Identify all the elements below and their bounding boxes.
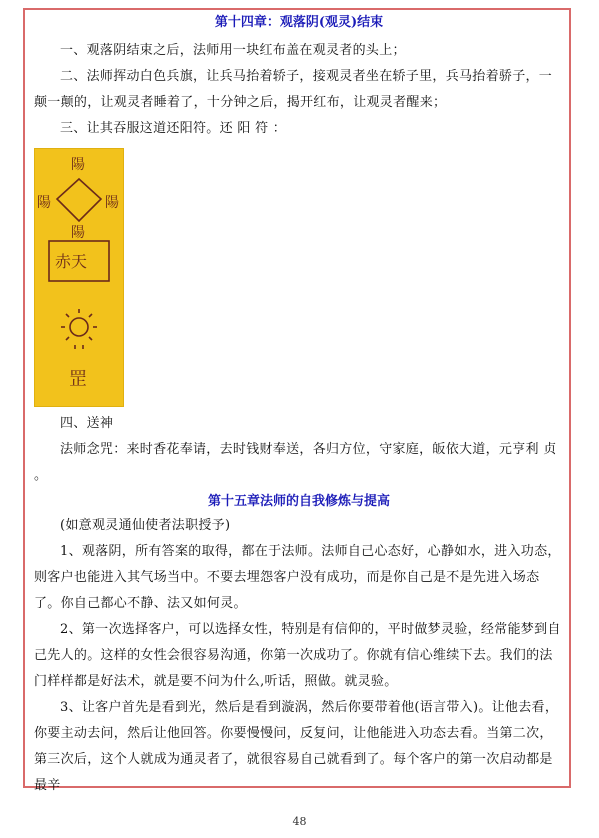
paragraph: 1、观落阴，所有答案的取得，都在于法师。法师自己心态好，心静如水，进入功态，则客户也能进入其气场当中。不要去埋怨客户没有成功，而是你自己是不是先进入场态了。你自己都心不静、法又如何灵。 (34, 544, 561, 611)
talisman-char-right: 陽 (105, 195, 119, 211)
talisman-box-text: 赤天 (55, 252, 88, 271)
diamond-frame (57, 179, 101, 221)
sun-circle (70, 318, 88, 336)
talisman-bottom-char: 罡 (69, 369, 87, 390)
page-number: 48 (292, 815, 307, 828)
paragraph: 三、让其吞服这道还阳符。还 阳 符 ： (60, 121, 287, 136)
chapter14-title: 第十四章：观落阴(观灵)结束 (214, 15, 384, 30)
page-content (34, 12, 564, 799)
talisman-drawing (35, 149, 123, 406)
paragraph: 二、法师挥动白色兵旗，让兵马抬着轿子，接观灵者坐在轿子里，兵马抬着骄子，一颠一颠的，让观灵者睡着了，十分钟之后，揭开红布，让观灵者醒来； (34, 69, 553, 110)
chapter15-note: (如意观灵通仙使者法职授予) (60, 518, 231, 533)
paragraph: 3、让客户首先是看到光，然后是看到漩涡，然后你要带着他(语言带入)。让他去看，你要主动去问，然后让他回答。你要慢慢问，反复问，让他能进入功态去看。当第二次，第三次后，这个人就成为通灵者了，就很容易自己就看到了。每个客户的第一次启动都是最辛 (34, 700, 559, 793)
chapter15-title: 第十五章法师的自我修炼与提高 (207, 494, 390, 509)
section4-title: 四、送神 (60, 416, 114, 431)
talisman-char-left: 陽 (37, 195, 51, 211)
section4-tail: 。 (34, 468, 48, 483)
section4-text: 法师念咒：来时香花奉请，去时钱财奉送，各归方位，守家庭，皈依大道，元亨利 贞 (60, 442, 557, 457)
paragraph: 一、观落阴结束之后，法师用一块红布盖在观灵者的头上； (60, 43, 406, 58)
talisman-char-bottom: 陽 (71, 225, 85, 241)
talisman-char-top: 陽 (71, 157, 85, 173)
paragraph: 2、第一次选择客户，可以选择女性，特别是有信仰的，平时做梦灵验，经常能梦到自己先人的。这样的女性会很容易沟通，你第一次成功了。你就有信心维续下去。我们的法门样样都是好法术，就是要不问为什么,听话，照做。就灵验。 (34, 622, 561, 689)
talisman-image (34, 148, 124, 407)
